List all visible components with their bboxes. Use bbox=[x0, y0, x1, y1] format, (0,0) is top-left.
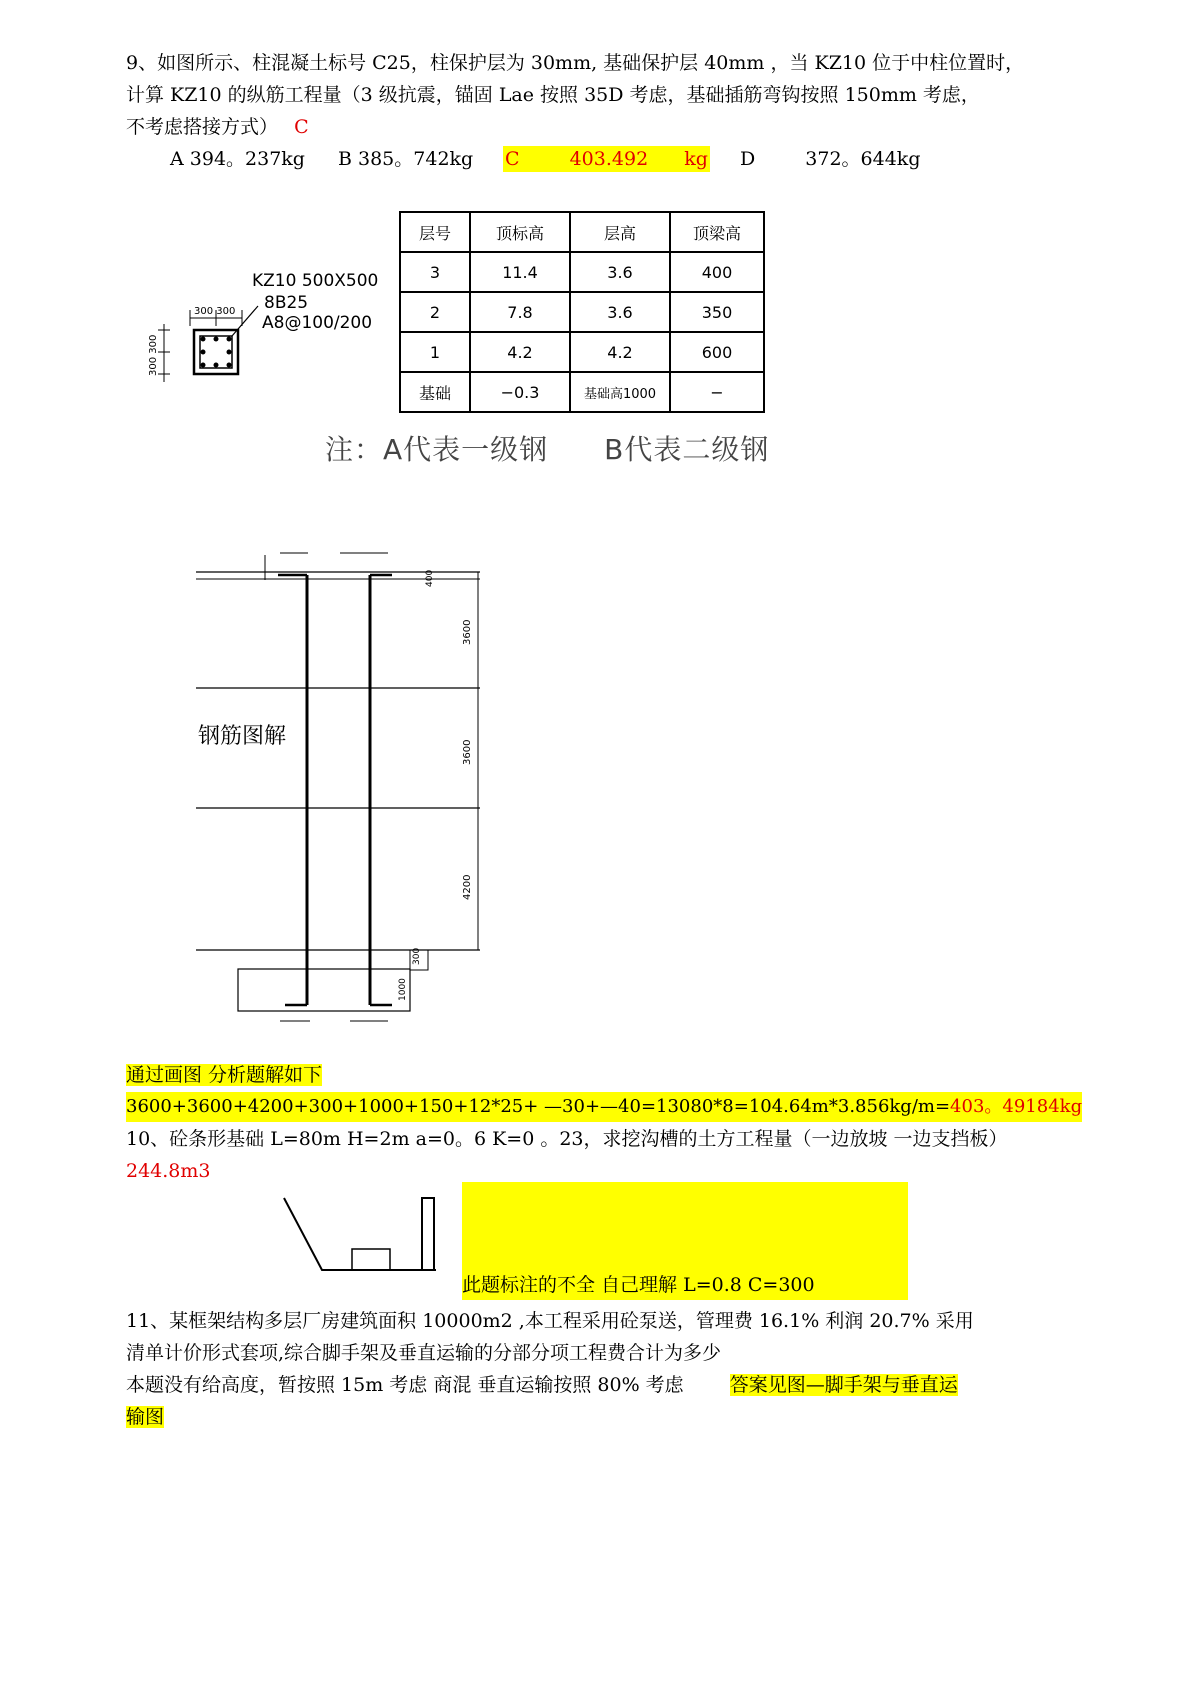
table-cell: 3 bbox=[400, 252, 470, 292]
q9-option-c-letter: C bbox=[505, 148, 520, 170]
dim-4200: 4200 bbox=[462, 874, 473, 900]
floor-table-header bbox=[400, 212, 764, 252]
solution9-line2 bbox=[126, 1092, 1082, 1122]
table-cell: 4.2 bbox=[470, 332, 570, 372]
q10-line1: 10、砼条形基础 L=80m H=2m a=0。6 K=0 。23，求挖沟槽的土方工程量（一边放坡 一边支挡板） bbox=[126, 1128, 1008, 1150]
table-row bbox=[400, 372, 764, 412]
q9-option-a: A 394。237kg bbox=[170, 148, 305, 170]
q10-note-text: 此题标注的不全 自己理解 L=0.8 C=300 bbox=[462, 1274, 815, 1296]
table-cell: 3.6 bbox=[570, 292, 670, 332]
note-b: B代表二级钢 bbox=[604, 433, 770, 466]
table-cell: 11.4 bbox=[470, 252, 570, 292]
column-dim-side: 300 300 bbox=[148, 334, 159, 376]
q9-line3-text: 不考虑搭接方式） bbox=[126, 116, 279, 138]
q9-option-d bbox=[740, 144, 921, 174]
q9-option-d-letter: D bbox=[740, 148, 756, 170]
table-cell: 基础高1000 bbox=[570, 372, 670, 412]
table-cell: −0.3 bbox=[470, 372, 570, 412]
q11-line4 bbox=[126, 1402, 164, 1432]
dim-1000: 1000 bbox=[398, 978, 408, 1001]
table-header-cell: 层号 bbox=[400, 212, 470, 252]
solution9-heading: 通过画图 分析题解如下 bbox=[126, 1064, 323, 1086]
solution9-line1 bbox=[126, 1060, 322, 1090]
rebar-diagram-label: 钢筋图解 bbox=[198, 724, 287, 749]
table-cell: 2 bbox=[400, 292, 470, 332]
steel-grade-note bbox=[325, 428, 825, 468]
table-cell: 7.8 bbox=[470, 292, 570, 332]
q9-option-c bbox=[503, 146, 710, 172]
rebar-diagram bbox=[130, 535, 550, 1035]
table-cell: 350 bbox=[670, 292, 764, 332]
table-cell: − bbox=[670, 372, 764, 412]
q9-line1: 9、如图所示、柱混凝土标号 C25，柱保护层为 30mm, 基础保护层 40mm ，当 KZ10 位于中柱位置时， bbox=[126, 52, 1025, 74]
column-section-figure bbox=[140, 262, 400, 402]
q9-line2: 计算 KZ10 的纵筋工程量（3 级抗震，锚固 Lae 按照 35D 考虑，基础插筋弯钩按照 150mm 考虑， bbox=[126, 84, 980, 106]
q10-answer: 244.8m3 bbox=[126, 1160, 211, 1182]
solution9-result: 403。49184kg bbox=[950, 1096, 1083, 1117]
floor-table bbox=[399, 211, 765, 413]
q9-answer: C bbox=[294, 116, 309, 138]
dim-300: 300 bbox=[412, 947, 422, 965]
table-header-cell: 顶标高 bbox=[470, 212, 570, 252]
q10-note-box bbox=[462, 1182, 908, 1300]
dim-400: 400 bbox=[425, 569, 435, 587]
table-row bbox=[400, 292, 764, 332]
table-cell: 基础 bbox=[400, 372, 470, 412]
dim-3600-mid: 3600 bbox=[462, 739, 473, 765]
q11-line3 bbox=[126, 1370, 958, 1400]
q11-assumption: 本题没有给高度，暂按照 15m 考虑 商混 垂直运输按照 80% 考虑 bbox=[126, 1374, 684, 1396]
q9-option-d-value: 372。644kg bbox=[805, 148, 921, 170]
column-name-label: KZ10 500X500 bbox=[252, 271, 379, 291]
column-bars-label: 8B25 bbox=[264, 293, 309, 313]
table-cell: 600 bbox=[670, 332, 764, 372]
q9-option-c-unit: kg bbox=[684, 148, 708, 170]
q11-line1: 11、某框架结构多层厂房建筑面积 10000m2 ,本工程采用砼泵送，管理费 16.1% 利润 20.7% 采用 bbox=[126, 1310, 974, 1332]
column-stirrup-label: A8@100/200 bbox=[262, 313, 373, 333]
table-cell: 1 bbox=[400, 332, 470, 372]
trench-figure bbox=[280, 1194, 440, 1274]
q9-line3 bbox=[126, 112, 309, 142]
table-cell: 4.2 bbox=[570, 332, 670, 372]
solution9-formula: 3600+3600+4200+300+1000+150+12*25+ —30+—40=13080*8=104.64m*3.856kg/m= bbox=[126, 1096, 951, 1117]
q9-option-b: B 385。742kg bbox=[338, 148, 474, 170]
q11-answer-ref-cont: 输图 bbox=[126, 1406, 165, 1428]
table-header-cell: 顶梁高 bbox=[670, 212, 764, 252]
dim-3600-top: 3600 bbox=[462, 619, 473, 645]
table-row bbox=[400, 332, 764, 372]
note-a: 注：A代表一级钢 bbox=[325, 433, 549, 466]
table-cell: 400 bbox=[670, 252, 764, 292]
column-dim-top: 300 300 bbox=[194, 306, 236, 317]
table-cell: 3.6 bbox=[570, 252, 670, 292]
q9-option-c-value: 403.492 bbox=[569, 148, 649, 170]
table-header-cell: 层高 bbox=[570, 212, 670, 252]
q11-answer-ref: 答案见图—脚手架与垂直运 bbox=[729, 1374, 958, 1396]
table-row bbox=[400, 252, 764, 292]
q11-line2: 清单计价形式套项,综合脚手架及垂直运输的分部分项工程费合计为多少 bbox=[126, 1342, 722, 1364]
